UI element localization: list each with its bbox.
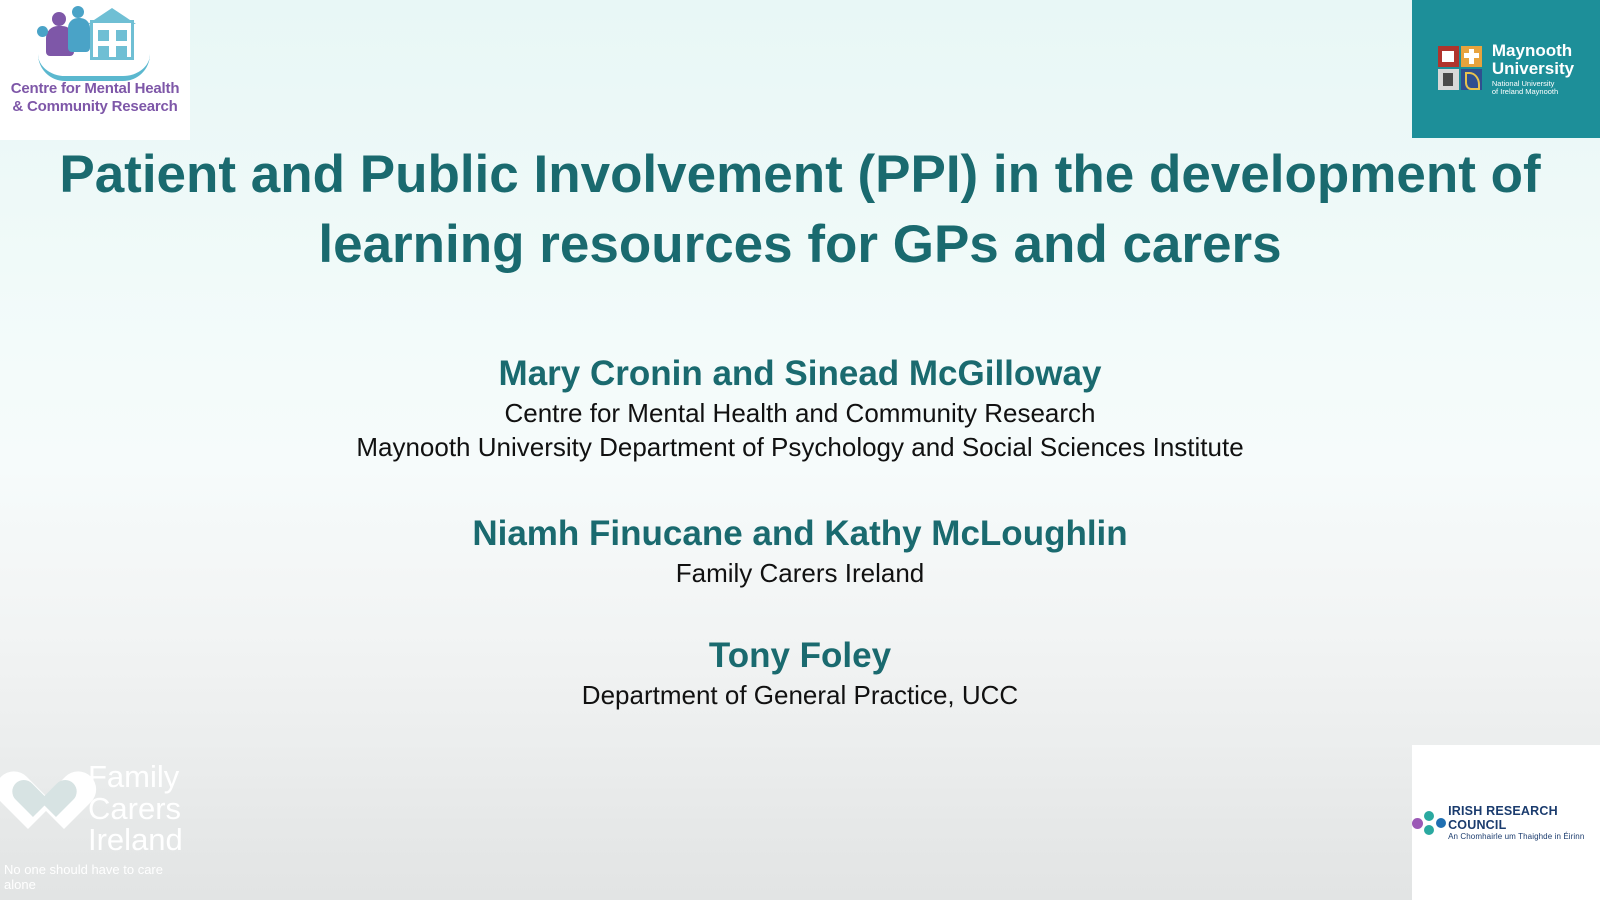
fci-logo-line1: Family bbox=[88, 759, 180, 794]
author-affiliation: Family Carers Ireland bbox=[675, 557, 925, 588]
irc-dots-icon bbox=[1412, 811, 1442, 835]
author-names: Mary Cronin and Sinead McGilloway bbox=[498, 354, 1102, 393]
centre-for-mental-health-logo bbox=[0, 0, 190, 140]
author-affiliation: Centre for Mental Health and Community Research bbox=[504, 397, 1096, 428]
maynooth-logo-line1: Maynooth bbox=[1491, 40, 1573, 60]
author-names: Niamh Finucane and Kathy McLoughlin bbox=[472, 513, 1128, 553]
author-block bbox=[0, 634, 1600, 712]
author-list bbox=[0, 352, 1600, 713]
maynooth-crest-icon bbox=[1438, 46, 1484, 92]
author-names: Tony Foley bbox=[708, 636, 892, 676]
fci-logo-line2: Carers bbox=[88, 790, 182, 826]
author-affiliation: Maynooth University Department of Psychology and Social Sciences Institute bbox=[356, 432, 1244, 463]
cmhcr-logo-line2: & Community Research bbox=[12, 98, 178, 115]
family-carers-ireland-logo bbox=[0, 745, 198, 900]
cmhcr-emblem-icon bbox=[36, 6, 154, 78]
heart-icon bbox=[2, 763, 92, 851]
slide-title: Patient and Public Involvement (PPI) in the development of learning resources for GPs and carers bbox=[59, 145, 1541, 274]
author-affiliation: Department of General Practice, UCC bbox=[581, 679, 1019, 710]
maynooth-university-logo bbox=[1412, 0, 1600, 138]
cmhcr-logo-line1: Centre for Mental Health bbox=[10, 80, 180, 97]
fci-logo-line3: Ireland bbox=[88, 822, 183, 858]
fci-tagline: No one should have to care alone bbox=[4, 862, 163, 892]
maynooth-logo-line4: of Ireland Maynooth bbox=[1491, 87, 1559, 97]
author-block bbox=[0, 352, 1600, 465]
maynooth-logo-line3: National University bbox=[1491, 79, 1555, 89]
irc-logo-line2: An Chomhairle um Thaighde in Éirinn bbox=[1448, 832, 1585, 841]
author-block bbox=[0, 512, 1600, 590]
irish-research-council-logo bbox=[1412, 745, 1600, 900]
maynooth-logo-line2: University bbox=[1491, 58, 1575, 78]
irc-logo-line1: IRISH RESEARCH COUNCIL bbox=[1448, 804, 1558, 832]
